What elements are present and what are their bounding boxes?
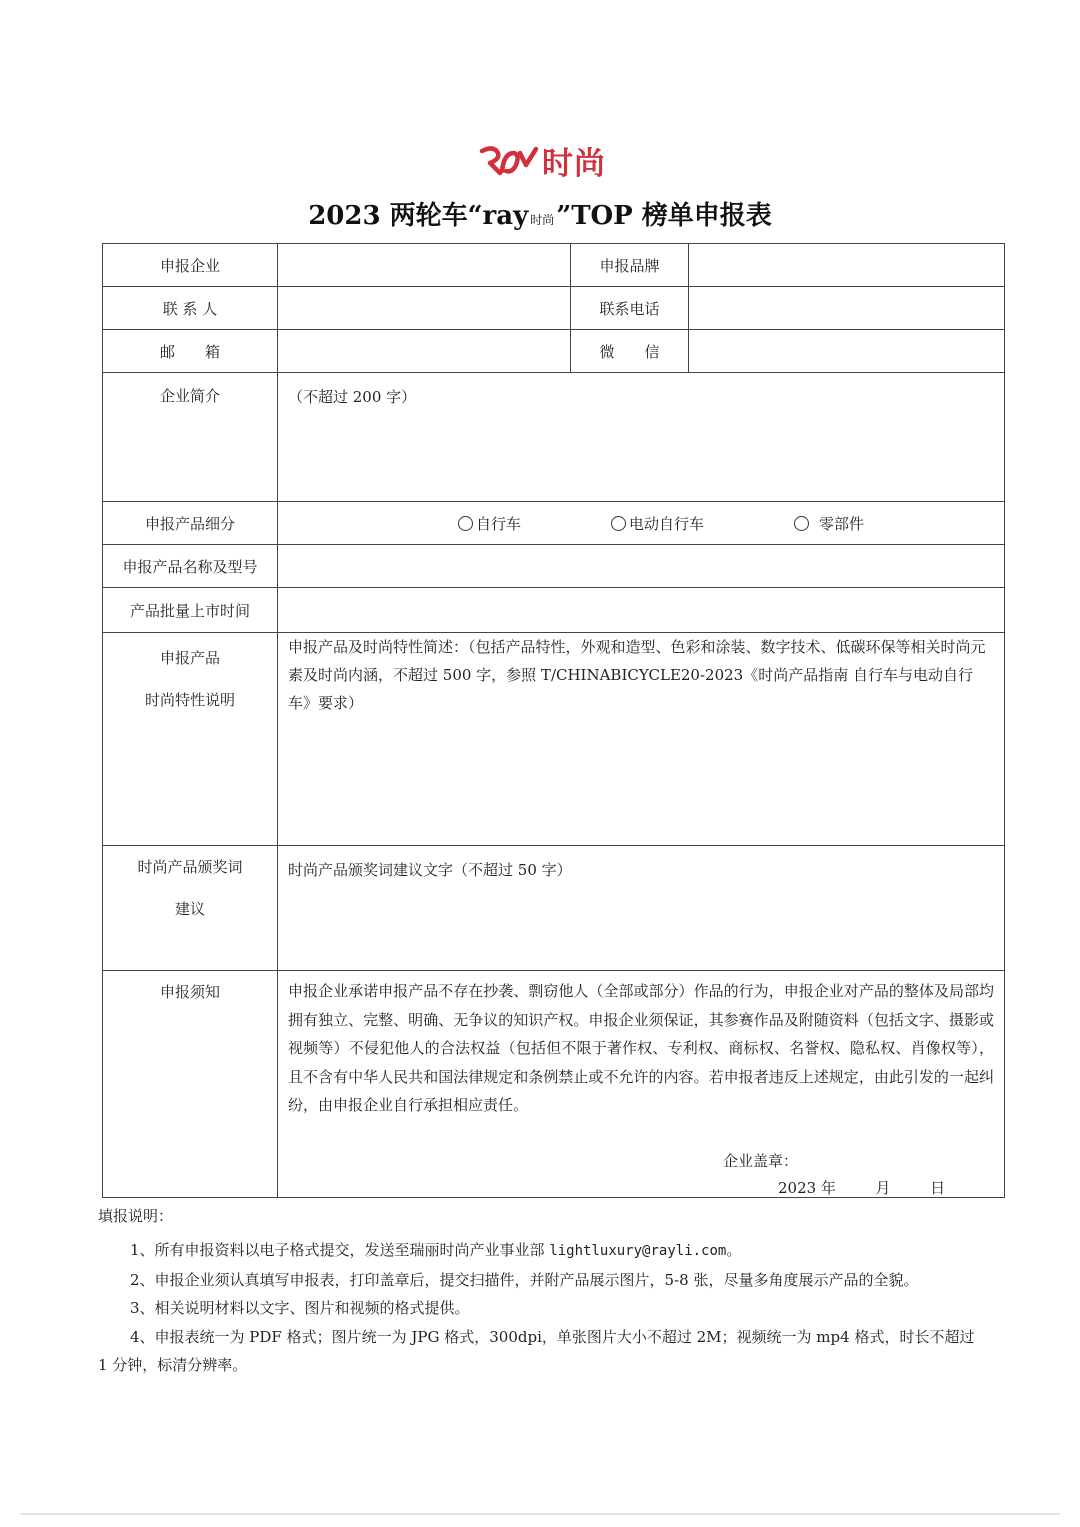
page-title [0, 195, 1080, 232]
application-form-table [102, 243, 1005, 1198]
category-label: 申报产品细分 [103, 502, 278, 545]
radio-e-bicycle[interactable] [611, 513, 704, 534]
phone-label: 联系电话 [571, 287, 689, 330]
radio-parts[interactable] [794, 513, 864, 534]
table-row [103, 545, 1005, 588]
feature-hint: 申报产品及时尚特性简述：（包括产品特性，外观和造型、色彩和涂装、数字技术、低碳环保等相关时尚元素及时尚内涵，不超过 500 字，参照 T/CHINABICYCLE20-2023《时尚产品指南 自行车与电动自行车》要求） [288, 638, 986, 712]
logo-text: 时尚 [542, 145, 606, 182]
date-day: 日 [930, 1179, 946, 1197]
page-bottom-divider [20, 1513, 1060, 1515]
notice-label: 申报须知 [103, 971, 278, 1198]
intro-hint: （不超过 200 字） [288, 388, 417, 406]
table-row [103, 633, 1005, 846]
feature-label [103, 633, 278, 846]
table-row [103, 330, 1005, 373]
wechat-label: 微 信 [571, 330, 689, 373]
contact-label: 联 系 人 [103, 287, 278, 330]
radio-circle-icon [794, 516, 809, 531]
brand-label: 申报品牌 [571, 244, 689, 287]
title-sub: 时尚 [530, 213, 555, 227]
instructions-heading: 填报说明： [98, 1207, 174, 1225]
radio-bicycle-label: 自行车 [475, 514, 521, 533]
feature-label-line2: 时尚特性说明 [144, 691, 235, 709]
instruction-1-suffix: 。 [726, 1241, 742, 1259]
radio-circle-icon [458, 516, 473, 531]
launch-time-field[interactable] [278, 588, 1005, 633]
award-label [103, 846, 278, 971]
table-row [103, 287, 1005, 330]
date-year: 2023 年 [778, 1179, 836, 1197]
launch-time-label: 产品批量上市时间 [103, 588, 278, 633]
company-field[interactable] [278, 244, 571, 287]
date-month: 月 [875, 1179, 891, 1197]
radio-bicycle[interactable] [458, 513, 521, 534]
company-seal-label: 企业盖章： [723, 1152, 799, 1170]
phone-field[interactable] [689, 287, 1005, 330]
award-hint: 时尚产品颁奖词建议文字（不超过 50 字） [288, 861, 572, 879]
table-row [103, 244, 1005, 287]
ray-fashion-logo [478, 138, 618, 182]
product-name-field[interactable] [278, 545, 1005, 588]
table-row [103, 846, 1005, 971]
table-row [103, 373, 1005, 502]
table-row [103, 588, 1005, 633]
email-field[interactable] [278, 330, 571, 373]
category-field [278, 502, 1005, 545]
ray-logo-mark-icon [478, 143, 540, 177]
award-label-line1: 时尚产品颁奖词 [137, 858, 243, 876]
radio-circle-icon [611, 516, 626, 531]
date-line [778, 1177, 945, 1198]
company-label: 申报企业 [103, 244, 278, 287]
intro-field[interactable] [278, 373, 1005, 502]
award-label-line2: 建议 [174, 900, 205, 918]
table-row [103, 971, 1005, 1198]
feature-label-line1: 申报产品 [159, 649, 220, 667]
contact-field[interactable] [278, 287, 571, 330]
table-row [103, 502, 1005, 545]
instruction-item-3: 3、相关说明材料以文字、图片和视频的格式提供。 [130, 1299, 470, 1317]
instruction-item-4: 4、申报表统一为 PDF 格式；图片统一为 JPG 格式，300dpi，单张图片大小不超过 2M；视频统一为 mp4 格式，时长不超过 1 分钟，标清分辨率。 [98, 1327, 975, 1374]
feature-field[interactable] [278, 633, 1005, 846]
wechat-field[interactable] [689, 330, 1005, 373]
title-main-suffix: ”TOP 榜单申报表 [556, 201, 772, 231]
filling-instructions [98, 1205, 988, 1380]
instruction-item-2: 2、申报企业须认真填写申报表，打印盖章后，提交扫描件，并附产品展示图片，5-8 张，尽量多角度展示产品的全貌。 [130, 1270, 919, 1289]
instruction-item-1 [98, 1236, 988, 1266]
award-field[interactable] [278, 846, 1005, 971]
product-name-label: 申报产品名称及型号 [103, 545, 278, 588]
title-main-prefix: 2023 两轮车“ray [308, 201, 529, 231]
email-label: 邮 箱 [103, 330, 278, 373]
notice-text: 申报企业承诺申报产品不存在抄袭、剽窃他人（全部或部分）作品的行为，申报企业对产品的整体及局部均拥有独立、完整、明确、无争议的知识产权。申报企业须保证，其参赛作品及附随资料（包括文字、摄影或视频等）不侵犯他人的合法权益（包括但不限于著作权、专利权、商标权、名誉权、隐私权、肖像权等），且不含有中华人民共和国法律规定和条例禁止或不允许的内容。若申报者违反上述规定，由此引发的一起纠纷，由申报企业自行承担相应责任。 [288, 982, 994, 1114]
notice-cell [278, 971, 1005, 1198]
brand-field[interactable] [689, 244, 1005, 287]
radio-e-bicycle-label: 电动自行车 [628, 514, 704, 533]
submission-email: lightluxury@rayli.com [549, 1243, 727, 1259]
instruction-1-prefix: 1、所有申报资料以电子格式提交，发送至瑞丽时尚产业事业部 [130, 1241, 550, 1259]
radio-parts-label: 零部件 [819, 514, 865, 533]
category-radio-group [278, 513, 1004, 534]
intro-label: 企业简介 [103, 373, 278, 502]
